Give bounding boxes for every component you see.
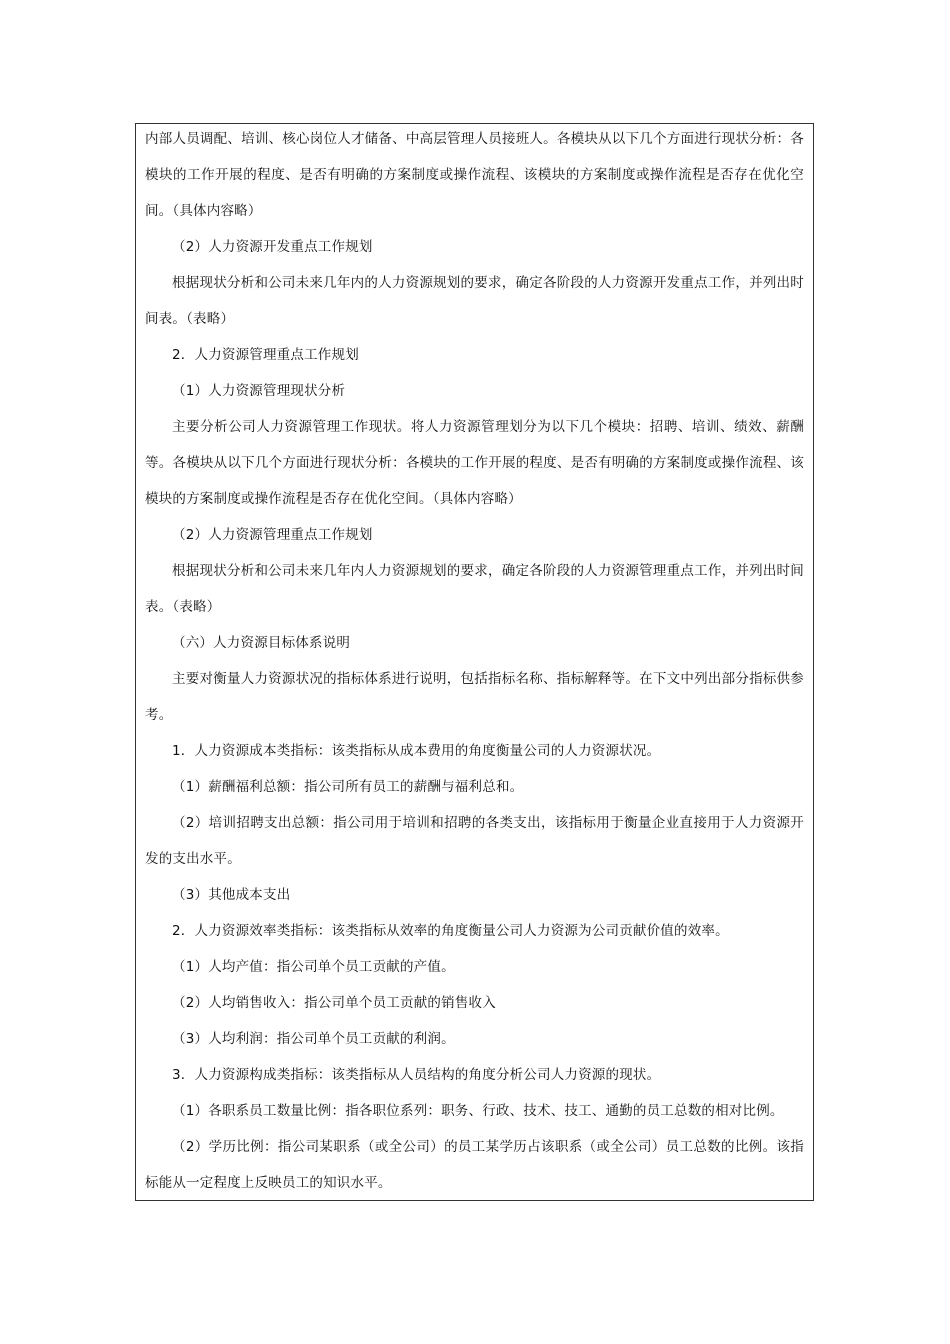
paragraph-7-heading: （2）人力资源管理重点工作规划 <box>172 527 373 543</box>
paragraph-16: （1）人均产值：指公司单个员工贡献的产值。 <box>172 959 455 975</box>
paragraph-13: （2）培训招聘支出总额：指公司用于培训和招聘的各类支出，该指标用于衡量企业直接用于人力资源开发的支出水平。 <box>145 815 804 867</box>
paragraph-21: （2）学历比例：指公司某职系（或全公司）的员工某学历占该职系（或全公司）员工总数的比例。该指标能从一定程度上反映员工的知识水平。 <box>145 1139 804 1191</box>
paragraph-1: 内部人员调配、培训、核心岗位人才储备、中高层管理人员接班人。各模块从以下几个方面进行现状分析：各模块的工作开展的程度、是否有明确的方案制度或操作流程、该模块的方案制度或操作流程是否存在优化空间。（具体内容略） <box>145 131 804 219</box>
document-body <box>145 121 804 1201</box>
paragraph-5-heading: （1）人力资源管理现状分析 <box>172 383 346 399</box>
document-table-frame <box>135 123 814 1201</box>
paragraph-12: （1）薪酬福利总额：指公司所有员工的薪酬与福利总和。 <box>172 779 524 795</box>
paragraph-14: （3）其他成本支出 <box>172 887 291 903</box>
paragraph-10: 主要对衡量人力资源状况的指标体系进行说明，包括指标名称、指标解释等。在下文中列出部分指标供参考。 <box>145 671 804 723</box>
paragraph-11: 1．人力资源成本类指标：该类指标从成本费用的角度衡量公司的人力资源状况。 <box>172 743 661 759</box>
paragraph-4-heading: 2．人力资源管理重点工作规划 <box>172 347 359 363</box>
paragraph-17: （2）人均销售收入：指公司单个员工贡献的销售收入 <box>172 995 496 1011</box>
paragraph-3: 根据现状分析和公司未来几年内的人力资源规划的要求，确定各阶段的人力资源开发重点工作，并列出时间表。（表略） <box>145 275 804 327</box>
paragraph-15: 2．人力资源效率类指标：该类指标从效率的角度衡量公司人力资源为公司贡献价值的效率。 <box>172 923 729 939</box>
paragraph-2-heading: （2）人力资源开发重点工作规划 <box>172 239 373 255</box>
paragraph-20: （1）各职系员工数量比例：指各职位系列：职务、行政、技术、技工、通勤的员工总数的相对比例。 <box>172 1103 784 1119</box>
paragraph-8: 根据现状分析和公司未来几年内人力资源规划的要求，确定各阶段的人力资源管理重点工作，并列出时间表。（表略） <box>145 563 804 615</box>
paragraph-9-heading: （六）人力资源目标体系说明 <box>172 635 351 651</box>
paragraph-18: （3）人均利润：指公司单个员工贡献的利润。 <box>172 1031 455 1047</box>
paragraph-6: 主要分析公司人力资源管理工作现状。将人力资源管理划分为以下几个模块：招聘、培训、绩效、薪酬等。各模块从以下几个方面进行现状分析：各模块的工作开展的程度、是否有明确的方案制度或操作流程、该模块的方案制度或操作流程是否存在优化空间。（具体内容略） <box>145 419 804 507</box>
paragraph-19: 3．人力资源构成类指标：该类指标从人员结构的角度分析公司人力资源的现状。 <box>172 1067 661 1083</box>
